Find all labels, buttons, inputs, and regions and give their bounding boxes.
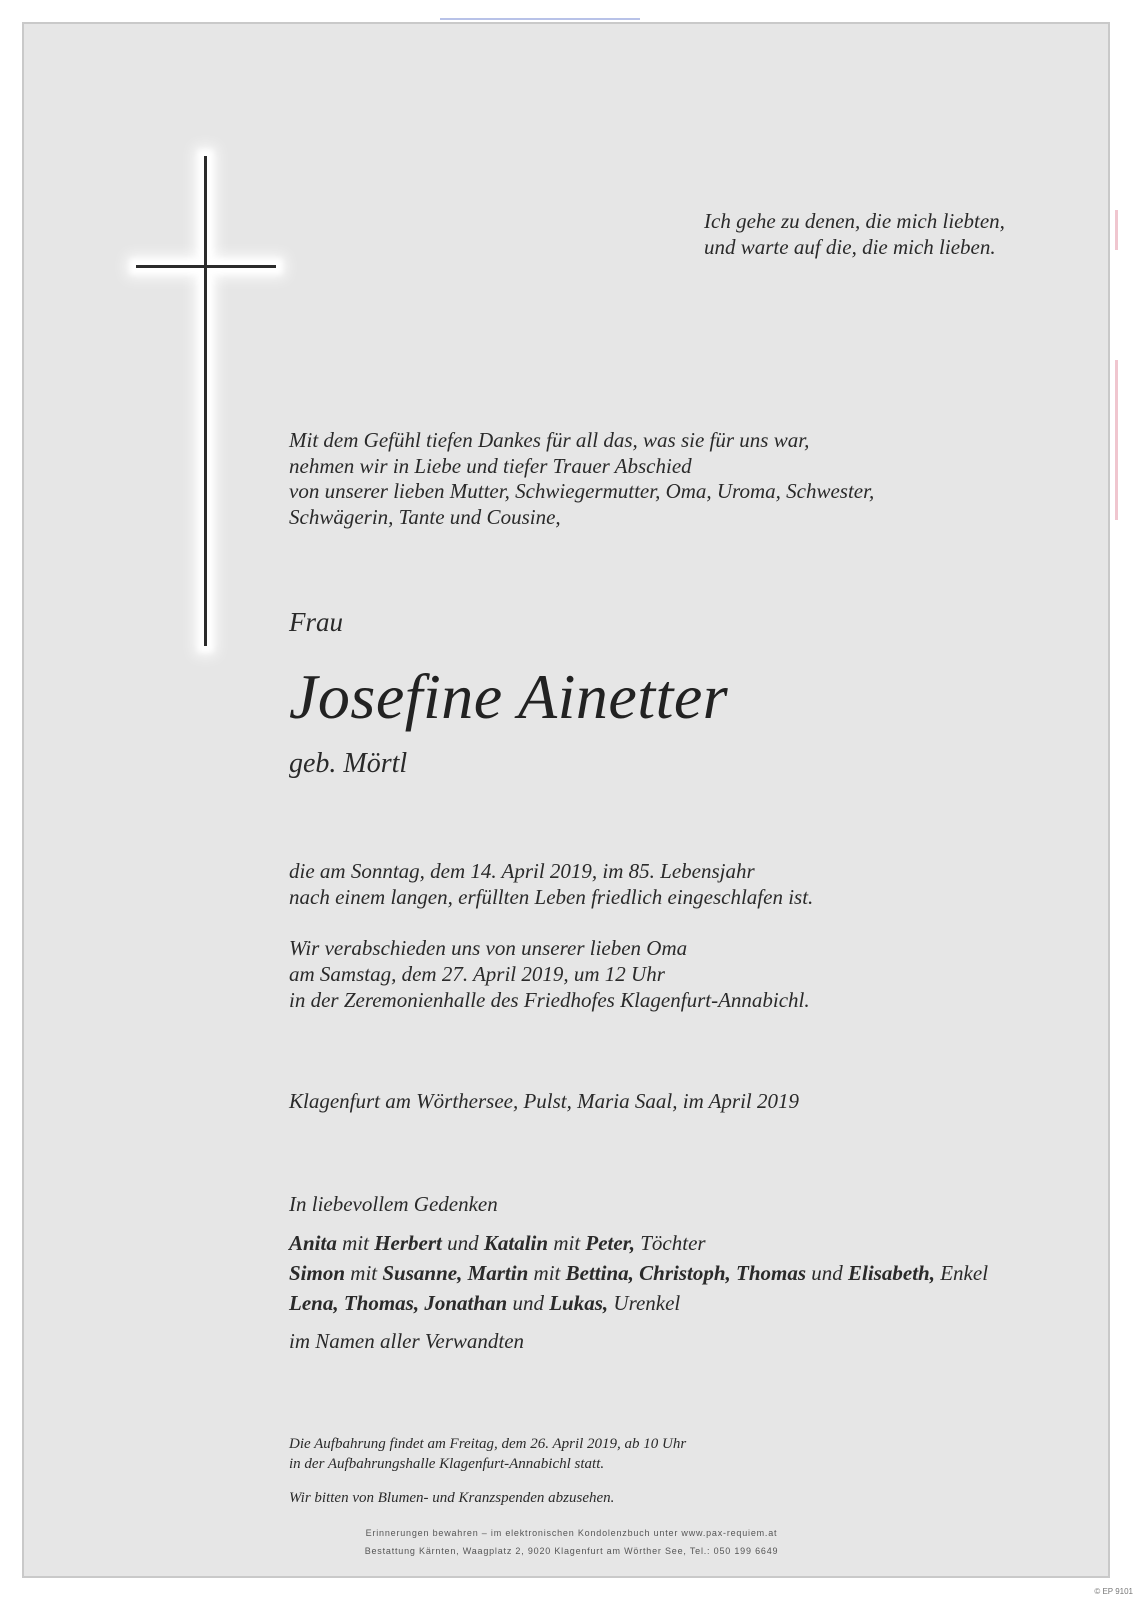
memory-heading: In liebevollem Gedenken — [289, 1192, 498, 1216]
family-name: Herbert — [374, 1231, 442, 1255]
flowers-note: Wir bitten von Blumen- und Kranzspenden abzusehen. — [289, 1490, 615, 1506]
salutation: Frau — [289, 607, 343, 637]
birth-name: geb. Mörtl — [289, 748, 408, 779]
top-edge-mark — [440, 18, 640, 20]
footer-address: Bestattung Kärnten, Waagplatz 2, 9020 Klagenfurt am Wörther See, Tel.: 050 199 6649 — [364, 1546, 779, 1556]
death-line: die am Sonntag, dem 14. April 2019, im 85. Lebensjahr — [289, 859, 755, 883]
deceased-name: Josefine Ainetter — [289, 661, 729, 732]
family-connector: und — [441, 1231, 484, 1255]
family-name: Katalin — [483, 1231, 549, 1255]
family-relation: Urenkel — [608, 1291, 681, 1315]
family-relation: Enkel — [934, 1261, 989, 1285]
family-relation: Töchter — [634, 1231, 706, 1255]
family-row-daughters — [289, 1228, 988, 1258]
farewell-line: am Samstag, dem 27. April 2019, um 12 Uhr — [289, 962, 665, 986]
family-connector: und — [507, 1291, 550, 1315]
family-row-great-grandchildren — [289, 1288, 988, 1318]
family-connector: mit — [528, 1261, 566, 1285]
place-date: Klagenfurt am Wörthersee, Pulst, Maria Saal, im April 2019 — [289, 1089, 800, 1113]
intro-text — [289, 428, 874, 530]
motto-quote — [704, 208, 1005, 260]
template-code: © EP 9101 — [1094, 1587, 1133, 1596]
motto-line: und warte auf die, die mich lieben. — [704, 235, 996, 259]
intro-line: Mit dem Gefühl tiefen Dankes für all das, was sie für uns war, — [289, 428, 810, 452]
family-name: Elisabeth, — [848, 1261, 935, 1285]
note-line: Die Aufbahrung findet am Freitag, dem 26. April 2019, ab 10 Uhr — [289, 1436, 687, 1452]
family-name: Susanne, Martin — [382, 1261, 529, 1285]
intro-line: Schwägerin, Tante und Cousine, — [289, 504, 561, 529]
intro-line: nehmen wir in Liebe und tiefer Trauer Abschied — [289, 453, 692, 478]
family-connector: mit — [336, 1231, 375, 1255]
death-text — [289, 858, 813, 910]
family-row-grandchildren — [289, 1258, 988, 1288]
family-name: Lena, Thomas, Jonathan — [289, 1291, 508, 1315]
motto-line: Ich gehe zu denen, die mich liebten, — [704, 209, 1005, 233]
farewell-line: Wir verabschieden uns von unserer lieben Oma — [289, 936, 688, 960]
cross-icon — [130, 150, 280, 650]
note-line: in der Aufbahrungshalle Klagenfurt-Annabichl statt. — [289, 1456, 605, 1472]
intro-line: von unserer lieben Mutter, Schwiegermutter, Oma, Uroma, Schwester, — [289, 479, 875, 503]
farewell-text — [289, 935, 810, 1013]
side-edge-mark — [1115, 210, 1118, 250]
family-connector: mit — [345, 1261, 383, 1285]
family-name: Simon — [289, 1261, 346, 1285]
family-list — [289, 1228, 988, 1318]
family-connector: und — [806, 1261, 849, 1285]
footer-condolence-link: Erinnerungen bewahren – im elektronischen Kondolenzbuch unter www.pax-requiem.at — [365, 1528, 778, 1538]
family-name: Peter, — [585, 1231, 635, 1255]
family-connector: mit — [548, 1231, 586, 1255]
family-name: Bettina, Christoph, Thomas — [565, 1261, 807, 1285]
farewell-line: in der Zeremonienhalle des Friedhofes Klagenfurt-Annabichl. — [289, 988, 810, 1012]
behalf-line: im Namen aller Verwandten — [289, 1329, 525, 1353]
family-name: Lukas, — [549, 1291, 609, 1315]
family-name: Anita — [289, 1231, 337, 1255]
viewing-note — [289, 1434, 686, 1474]
death-line: nach einem langen, erfüllten Leben friedlich eingeschlafen ist. — [289, 885, 814, 909]
side-edge-mark — [1115, 360, 1118, 520]
